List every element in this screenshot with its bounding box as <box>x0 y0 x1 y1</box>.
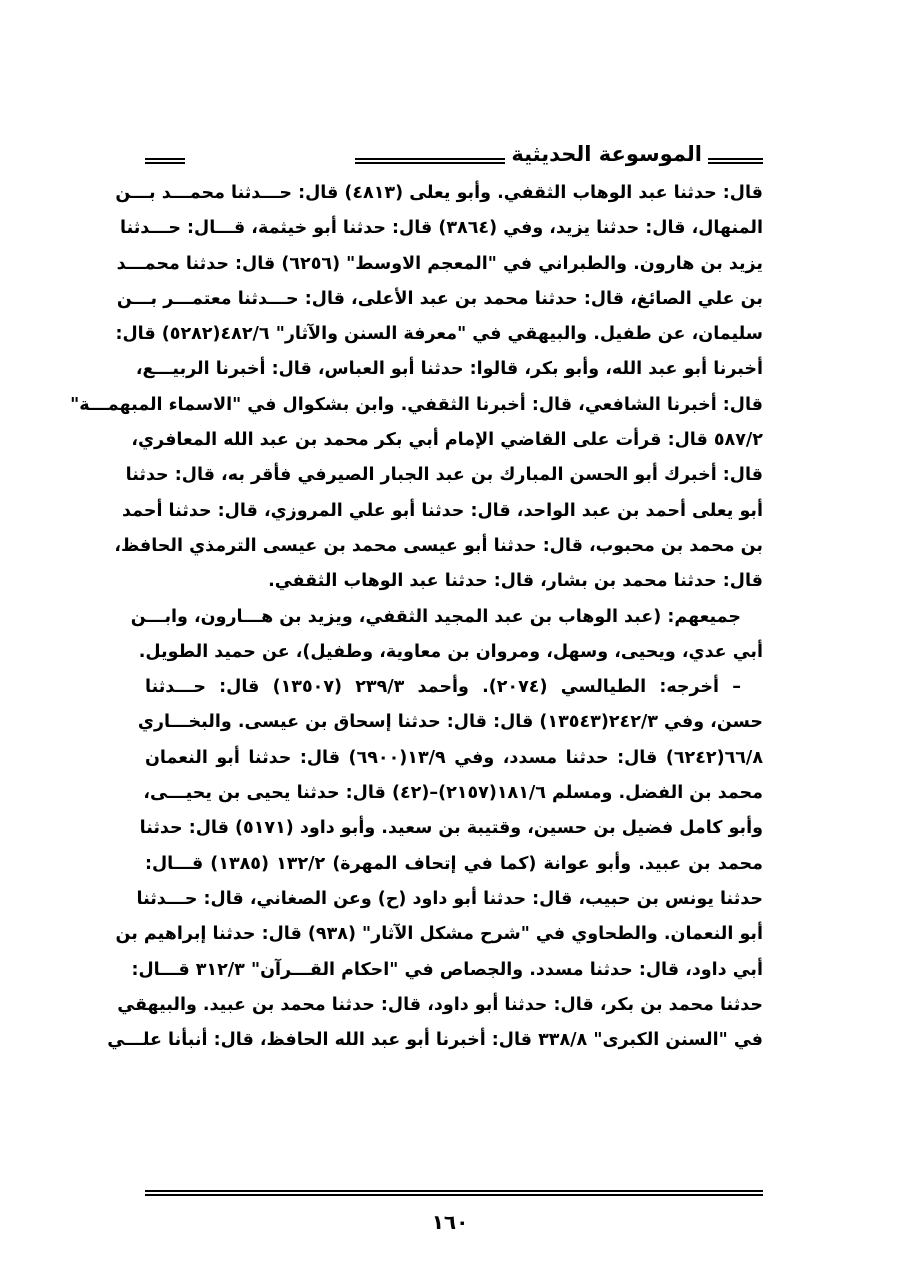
text-line: قال: حدثنا محمد بن بشار، قال: حدثنا عبد الوهاب الثقفي. <box>268 571 763 592</box>
text-line: حسن، وفي ٢٤٢/٣(١٣٥٤٣) قال: قال: حدثنا إسحاق بن عيسى. والبخـــاري <box>137 712 763 733</box>
text-line: بن علي الصائغ، قال: حدثنا محمد بن عبد الأعلى، قال: حـــدثنا معتمـــر بـــن <box>116 288 763 309</box>
text-line: ٦٦/٨(٦٢٤٢) قال: حدثنا مسدد، وفي ١٣/٩(٦٩٠٠) قال: حدثنا أبو النعمان <box>145 747 763 768</box>
header-rule-left <box>145 158 185 164</box>
text-line: – أخرجه: الطيالسي (٢٠٧٤). وأحمد ٢٣٩/٣ (١٣٥٠٧) قال: حـــدثنا <box>145 677 741 698</box>
page-body <box>70 176 764 1058</box>
text-line: ٥٨٧/٢ قال: قرأت على القاضي الإمام أبي بكر محمد بن عبد الله المعافري، <box>131 430 763 451</box>
text-line: حدثنا يونس بن حبيب، قال: حدثنا أبو داود (ح) وعن الصغاني، قال: حـــدثنا <box>136 888 763 909</box>
running-header <box>145 138 763 172</box>
text-line: جميعهم: (عبد الوهاب بن عبد المجيد الثقفي، ويزيد بن هـــارون، وابـــن <box>130 606 741 627</box>
text-line: محمد بن عبيد. وأبو عوانة (كما في إتحاف المهرة) ١٣٢/٢ (١٣٨٥) قـــال: <box>145 853 764 874</box>
text-line: في "السنن الكبرى" ٣٣٨/٨ قال: أخبرنا أبو عبد الله الحافظ، قال: أنبأنا علـــي <box>107 1030 763 1051</box>
header-title: الموسوعة الحديثية <box>505 140 708 168</box>
footer-double-rule <box>145 1190 763 1196</box>
text-line: أبي عدي، ويحيى، وسهل، ومروان بن معاوية، وطفيل)، عن حميد الطويل. <box>138 641 763 662</box>
text-line: قال: حدثنا عبد الوهاب الثقفي. وأبو يعلى (٤٨١٣) قال: حـــدثنا محمـــد بـــن <box>115 183 763 203</box>
text-line: وأبو كامل فضيل بن حسين، وقتيبة بن سعيد. وأبو داود (٥١٧١) قال: حدثنا <box>139 818 763 839</box>
text-line: بن محمد بن محبوب، قال: حدثنا أبو عيسى محمد بن عيسى الترمذي الحافظ، <box>114 535 763 556</box>
text-line: المنهال، قال: حدثنا يزيد، وفي (٣٨٦٤) قال: حدثنا أبو خيثمة، قـــال: حـــدثنا <box>120 218 763 239</box>
text-line: أبو يعلى أحمد بن عبد الواحد، قال: حدثنا أبو علي المروزي، قال: حدثنا أحمد <box>122 500 763 521</box>
text-line: محمد بن الفضل. ومسلم ١٨١/٦(٢١٥٧)–(٤٢) قال: حدثنا يحيى بن يحيـــى، <box>143 783 763 804</box>
text-line: أبو النعمان. والطحاوي في "شرح مشكل الآثار" (٩٣٨) قال: حدثنا إبراهيم بن <box>115 924 763 945</box>
text-line: يزيد بن هارون. والطبراني في "المعجم الاوسط" (٦٢٥٦) قال: حدثنا محمـــد <box>116 253 763 274</box>
text-line: أبي داود، قال: حدثنا مسدد. والجصاص في "احكام القـــرآن" ٣١٢/٣ قـــال: <box>131 959 763 980</box>
page-number: ١٦٠ <box>431 1210 469 1234</box>
text-line: قال: أخبرنا الشافعي، قال: أخبرنا الثقفي. وابن بشكوال في "الاسماء المبهمـــة" <box>70 394 763 415</box>
text-line: أخبرنا أبو عبد الله، وأبو بكر، قالوا: حدثنا أبو العباس، قال: أخبرنا الربيـــع، <box>135 359 763 380</box>
text-line: سليمان، عن طفيل. والبيهقي في "معرفة السنن والآثار" ٤٨٢/٦(٥٢٨٢) قال: <box>115 324 763 345</box>
text-line: حدثنا محمد بن بكر، قال: حدثنا أبو داود، قال: حدثنا محمد بن عبيد. والبيهقي <box>117 994 763 1015</box>
text-line: قال: أخبرك أبو الحسن المبارك بن عبد الجبار الصيرفي فأقر به، قال: حدثنا <box>125 465 763 486</box>
